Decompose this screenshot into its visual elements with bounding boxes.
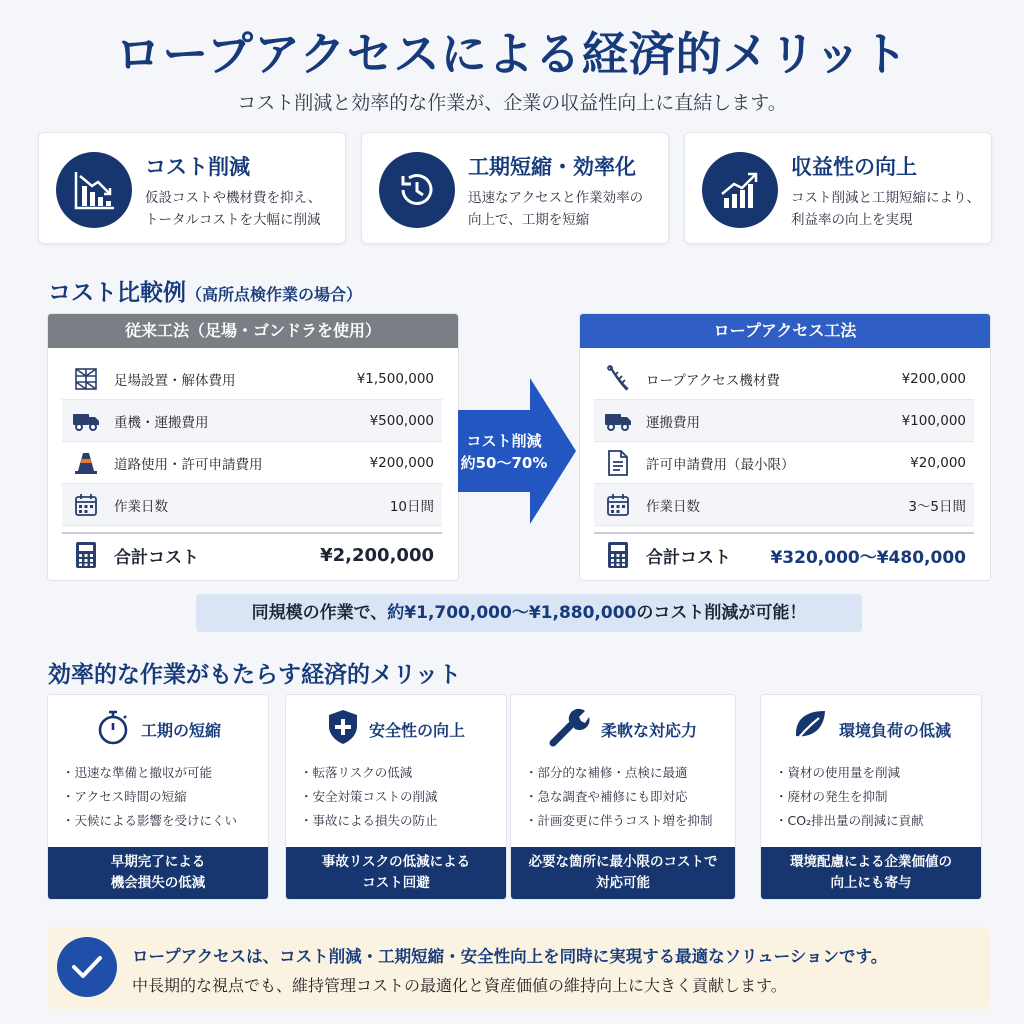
row-label: 許可申請費用（最小限） xyxy=(646,456,795,473)
list-item: ・急な調査や補修にも即対応 xyxy=(525,789,688,804)
clock-icon xyxy=(379,152,455,228)
benefit-card-schedule xyxy=(361,132,669,244)
benefit-card-cost xyxy=(38,132,346,244)
conventional-method-table xyxy=(47,313,459,581)
total-row xyxy=(594,532,974,576)
check-icon xyxy=(57,937,117,997)
total-label: 合計コスト xyxy=(114,547,199,568)
document-icon xyxy=(594,449,642,477)
row-value: ¥200,000 xyxy=(901,370,966,387)
benefit-title: 工期短縮・効率化 xyxy=(468,155,636,179)
table-row xyxy=(594,400,974,442)
comparison-title xyxy=(48,274,362,307)
merit-card-flexibility xyxy=(510,694,736,900)
merit-card-schedule xyxy=(47,694,269,900)
savings-banner xyxy=(196,594,862,632)
merit-footer: 環境配慮による企業価値の 向上にも寄与 xyxy=(761,847,981,899)
row-label: 作業日数 xyxy=(114,498,168,515)
savings-amount: 約¥1,700,000〜¥1,880,000 xyxy=(387,603,637,623)
merit-title: 柔軟な対応力 xyxy=(600,720,697,740)
total-row xyxy=(62,532,442,576)
shield-icon xyxy=(327,708,359,750)
row-label: 足場設置・解体費用 xyxy=(114,372,236,389)
row-value: ¥100,000 xyxy=(901,412,966,429)
merit-title: 安全性の向上 xyxy=(368,720,465,740)
table-row xyxy=(594,442,974,484)
conclusion-line1: ロープアクセスは、コスト削減・工期短縮・安全性向上を同時に実現する最適なソリューションです。 xyxy=(132,947,888,966)
list-item: ・部分的な補修・点検に最適 xyxy=(525,765,688,780)
stopwatch-icon xyxy=(95,708,131,750)
row-value: ¥200,000 xyxy=(369,454,434,471)
page-title: ロープアクセスによる経済的メリット xyxy=(115,27,909,81)
comparison-title-main: コスト比較例 xyxy=(48,280,186,306)
total-value: ¥320,000〜¥480,000 xyxy=(770,547,966,568)
rope-access-header: ロープアクセス工法 xyxy=(580,314,990,348)
row-value: ¥20,000 xyxy=(910,454,966,471)
savings-pre: 同規模の作業で、 xyxy=(251,603,388,623)
arrow-line2: 約50〜70% xyxy=(460,454,548,472)
savings-arrow xyxy=(458,378,578,524)
row-value: ¥500,000 xyxy=(369,412,434,429)
merit-footer: 事故リスクの低減による コスト回避 xyxy=(286,847,506,899)
page-subtitle: コスト削減と効率的な作業が、企業の収益性向上に直結します。 xyxy=(237,92,787,114)
total-label: 合計コスト xyxy=(646,547,731,568)
table-row xyxy=(62,484,442,526)
row-value: 3〜5日間 xyxy=(908,498,966,515)
total-value: ¥2,200,000 xyxy=(320,544,434,566)
merit-footer: 早期完了による 機会損失の低減 xyxy=(48,847,268,899)
row-label: 道路使用・許可申請費用 xyxy=(114,456,263,473)
row-label: 重機・運搬費用 xyxy=(114,414,209,431)
calculator-icon xyxy=(62,541,110,569)
list-item: ・安全対策コストの削減 xyxy=(300,789,438,804)
truck-icon xyxy=(62,410,110,432)
row-label: 運搬費用 xyxy=(646,414,700,431)
list-item: ・アクセス時間の短縮 xyxy=(62,789,187,804)
list-item: ・資材の使用量を削減 xyxy=(775,765,901,780)
calendar-icon xyxy=(594,492,642,518)
row-label: ロープアクセス機材費 xyxy=(646,372,780,389)
list-item: ・計画変更に伴うコスト増を抑制 xyxy=(525,813,713,828)
conclusion-box xyxy=(48,927,990,1009)
wrench-icon xyxy=(549,707,591,751)
rope-access-table xyxy=(579,313,991,581)
merit-title: 環境負荷の低減 xyxy=(838,720,951,740)
benefit-desc: コスト削減と工期短縮により、 利益率の向上を実現 xyxy=(791,190,980,228)
row-value: 10日間 xyxy=(389,498,434,515)
table-row xyxy=(62,442,442,484)
benefit-title: コスト削減 xyxy=(145,155,250,179)
row-value: ¥1,500,000 xyxy=(356,370,434,387)
list-item: ・転落リスクの低減 xyxy=(300,765,413,780)
table-row xyxy=(62,400,442,442)
conclusion-line2: 中長期的な視点でも、維持管理コストの最適化と資産価値の維持向上に大きく貢献します。 xyxy=(132,976,787,995)
merit-card-safety xyxy=(285,694,507,900)
leaf-icon xyxy=(791,708,829,750)
benefit-title: 収益性の向上 xyxy=(791,155,917,179)
cost-down-chart-icon xyxy=(56,152,132,228)
merit-card-environment xyxy=(760,694,982,900)
calculator-icon xyxy=(594,541,642,569)
list-item: ・廃材の発生を抑制 xyxy=(775,789,888,804)
truck-icon xyxy=(594,410,642,432)
table-row xyxy=(62,358,442,400)
list-item: ・天候による影響を受けにくい xyxy=(62,813,238,828)
comparison-title-sub: （高所点検作業の場合） xyxy=(186,285,363,304)
merit-title: 工期の短縮 xyxy=(140,720,221,740)
calendar-icon xyxy=(62,492,110,518)
rope-icon xyxy=(594,365,642,393)
table-row xyxy=(594,358,974,400)
savings-post: のコスト削減が可能！ xyxy=(636,603,807,623)
row-label: 作業日数 xyxy=(646,498,700,515)
conventional-header: 従来工法（足場・ゴンドラを使用） xyxy=(48,314,458,348)
benefit-desc: 仮設コストや機材費を抑え、 トータルコストを大幅に削減 xyxy=(145,190,322,228)
merits-title: 効率的な作業がもたらす経済的メリット xyxy=(48,662,462,688)
merit-footer: 必要な箇所に最小限のコストで 対応可能 xyxy=(511,847,735,899)
growth-chart-icon xyxy=(702,152,778,228)
list-item: ・事故による損失の防止 xyxy=(300,813,438,828)
arrow-line1: コスト削減 xyxy=(466,432,542,450)
benefit-card-profit xyxy=(684,132,992,244)
list-item: ・CO₂排出量の削減に貢献 xyxy=(775,813,924,828)
table-row xyxy=(594,484,974,526)
benefit-desc: 迅速なアクセスと作業効率の 向上で、工期を短縮 xyxy=(468,190,644,228)
traffic-cone-icon xyxy=(62,450,110,476)
scaffold-icon xyxy=(62,366,110,392)
list-item: ・迅速な準備と撤収が可能 xyxy=(62,765,213,780)
